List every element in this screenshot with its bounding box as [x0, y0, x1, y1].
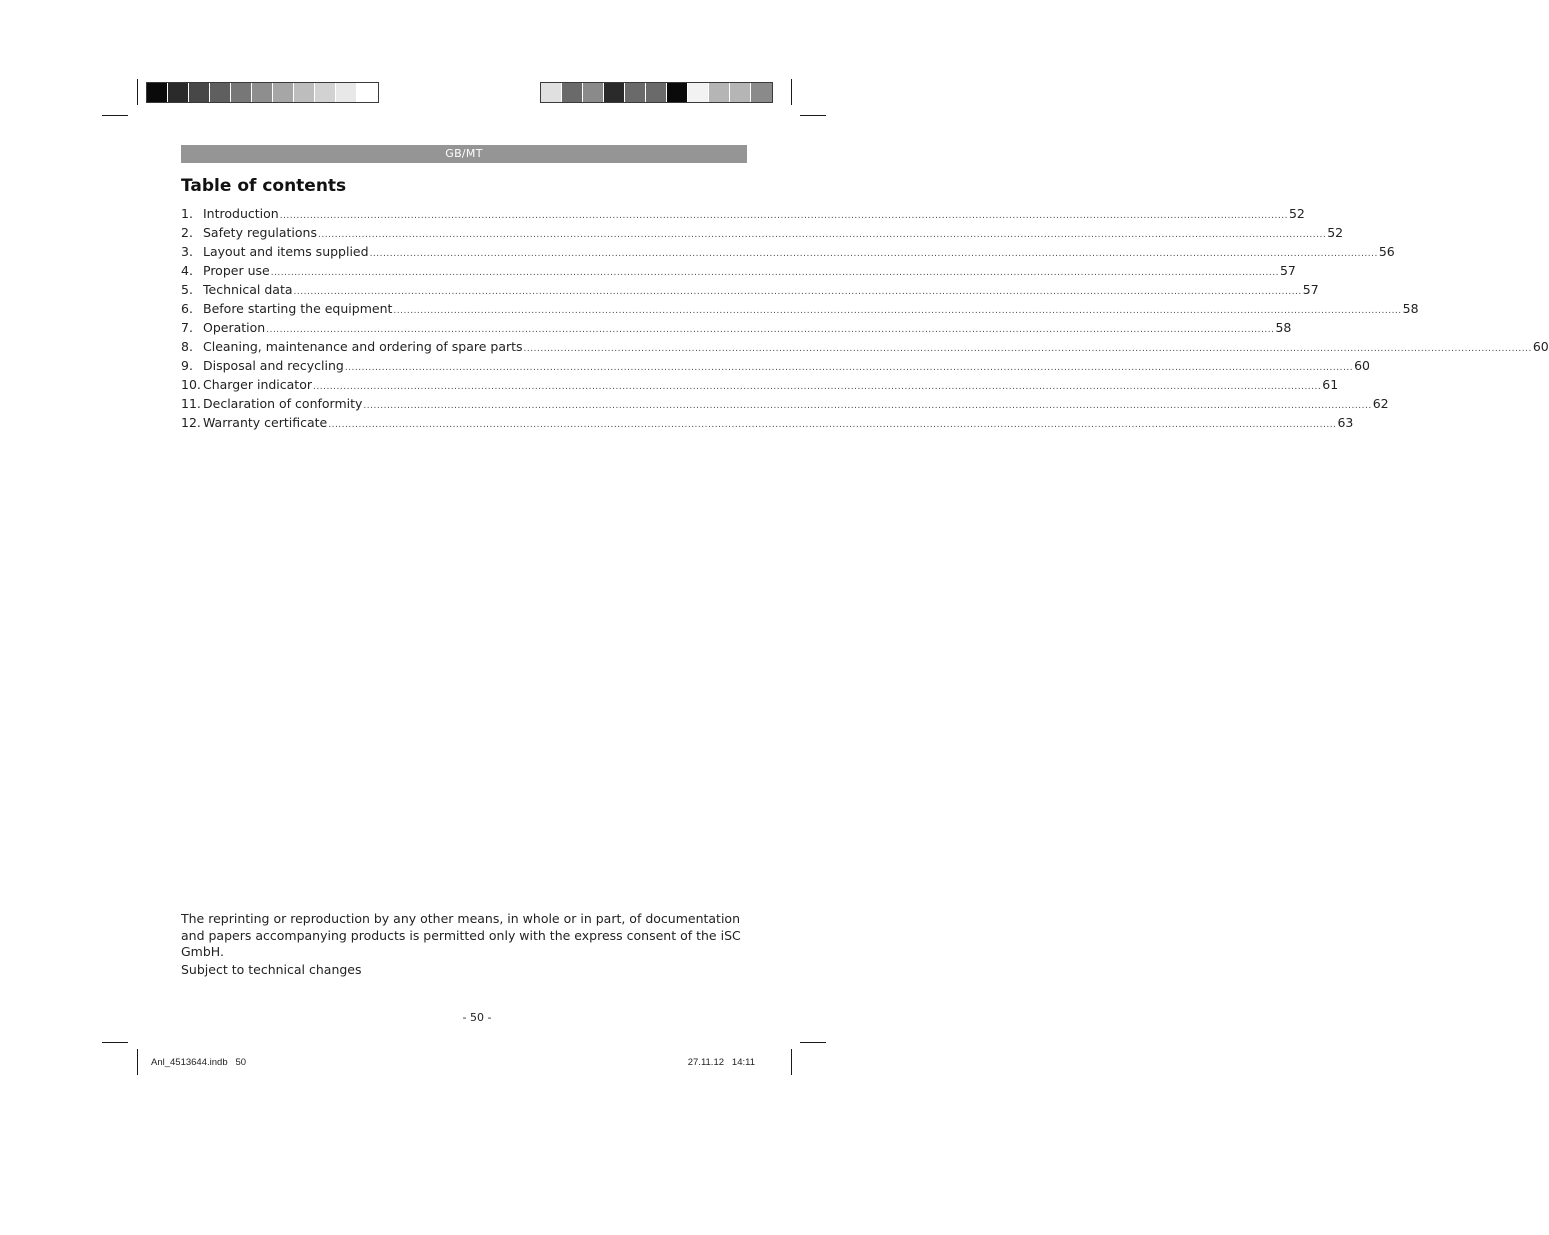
toc-entry-page: 60 [1532, 339, 1549, 354]
toc-entry-page: 52 [1288, 206, 1305, 221]
toc-entry-page: 57 [1279, 263, 1296, 278]
color-swatch [210, 83, 231, 102]
toc-entry[interactable] [181, 318, 1292, 337]
toc-entry[interactable] [181, 337, 1549, 356]
toc-entry-label: Layout and items supplied [203, 244, 369, 259]
toc-entry-page: 58 [1275, 320, 1292, 335]
color-swatch [147, 83, 168, 102]
toc-leader-dots: ............................................................................................................................................................................................................................................................................................................ [344, 363, 1354, 373]
color-swatch [273, 83, 294, 102]
toc-leader-dots: ............................................................................................................................................................................................................................................................................................................ [313, 382, 1322, 392]
toc-entry-number: 7. [181, 320, 193, 335]
toc-entry[interactable] [181, 375, 1339, 394]
color-swatch [357, 83, 378, 102]
color-swatch [709, 83, 730, 102]
toc-entry-label: Before starting the equipment [203, 301, 393, 316]
toc-entry-page: 60 [1354, 358, 1370, 373]
color-swatch [625, 83, 646, 102]
crop-mark [102, 1042, 128, 1043]
crop-mark [102, 115, 128, 116]
crop-mark [137, 79, 138, 105]
toc-entry[interactable] [181, 413, 1354, 432]
color-swatch [667, 83, 688, 102]
toc-entry-page: 52 [1327, 225, 1344, 240]
toc-entry-label: Cleaning, maintenance and ordering of spare parts [203, 339, 523, 354]
toc-entry-number: 1. [181, 206, 193, 221]
color-swatch [231, 83, 252, 102]
toc-entry-number: 5. [181, 282, 193, 297]
crop-mark [800, 1042, 826, 1043]
color-swatch [189, 83, 210, 102]
page-number: - 50 - [462, 1011, 492, 1024]
toc-leader-dots: ............................................................................................................................................................................................................................................................................................................ [363, 401, 1372, 411]
toc-entry-page: 62 [1372, 396, 1389, 411]
color-swatch [688, 83, 709, 102]
toc-leader-dots: ............................................................................................................................................................................................................................................................................................................ [393, 306, 1402, 316]
color-swatch [541, 83, 562, 102]
toc-entry-number: 3. [181, 244, 193, 259]
toc-entry-label: Warranty certificate [203, 415, 328, 430]
toc-leader-dots: ............................................................................................................................................................................................................................................................................................................ [523, 344, 1532, 354]
language-label: GB/MT [445, 147, 483, 160]
toc-entry-number: 11. [181, 396, 201, 411]
toc-entry-page: 57 [1302, 282, 1319, 297]
toc-leader-dots: ............................................................................................................................................................................................................................................................................................................ [266, 325, 1275, 335]
toc-leader-dots: ............................................................................................................................................................................................................................................................................................................ [328, 420, 1337, 430]
toc-entry[interactable] [181, 204, 1305, 223]
toc-leader-dots: ............................................................................................................................................................................................................................................................................................................ [270, 268, 1279, 278]
toc-entry[interactable] [181, 242, 1395, 261]
toc-entry-label: Proper use [203, 263, 270, 278]
toc-entry-number: 9. [181, 358, 193, 373]
color-swatch [315, 83, 336, 102]
toc-entry-number: 2. [181, 225, 193, 240]
toc-entry[interactable] [181, 356, 1370, 375]
toc-entry[interactable] [181, 280, 1319, 299]
technical-changes-note: Subject to technical changes [181, 962, 362, 977]
color-swatch [583, 83, 604, 102]
crop-mark [791, 79, 792, 105]
toc-entry[interactable] [181, 299, 1419, 318]
toc-leader-dots: ............................................................................................................................................................................................................................................................................................................ [317, 230, 1327, 240]
color-swatch [168, 83, 189, 102]
toc-entry[interactable] [181, 261, 1296, 280]
toc-entry-label: Declaration of conformity [203, 396, 363, 411]
color-swatch [646, 83, 667, 102]
crop-mark [800, 115, 826, 116]
toc-entry-label: Safety regulations [203, 225, 317, 240]
color-swatch [562, 83, 583, 102]
color-swatch [336, 83, 357, 102]
toc-entry-page: 63 [1337, 415, 1354, 430]
crop-mark [137, 1049, 138, 1075]
toc-title: Table of contents [181, 176, 347, 196]
toc-entry-label: Operation [203, 320, 266, 335]
color-swatch [751, 83, 772, 102]
toc-entry-page: 58 [1402, 301, 1419, 316]
color-swatch [252, 83, 273, 102]
toc-entry-label: Technical data [203, 282, 293, 297]
language-header-bar [181, 145, 747, 163]
toc-entry-page: 56 [1378, 244, 1395, 259]
color-swatch [604, 83, 625, 102]
toc-entry-label: Disposal and recycling [203, 358, 344, 373]
color-strip-right [540, 82, 773, 103]
color-swatch [294, 83, 315, 102]
toc-entry-label: Charger indicator [203, 377, 312, 392]
print-slug-file: Anl_4513644.indb 50 [151, 1057, 247, 1068]
toc-entry-page: 61 [1322, 377, 1339, 392]
color-swatch [730, 83, 751, 102]
reprint-notice: The reprinting or reproduction by any other means, in whole or in part, of documentation and papers accompanying products is permitted only with the express consent of the iSC GmbH. [181, 911, 741, 959]
color-strip-left [146, 82, 379, 103]
toc-entry[interactable] [181, 394, 1389, 413]
toc-list [181, 204, 1549, 432]
toc-entry[interactable] [181, 223, 1344, 242]
toc-leader-dots: ............................................................................................................................................................................................................................................................................................................ [279, 211, 1288, 221]
toc-entry-number: 6. [181, 301, 193, 316]
print-slug-date: 27.11.12 14:11 [687, 1057, 755, 1068]
toc-leader-dots: ............................................................................................................................................................................................................................................................................................................ [369, 249, 1378, 259]
toc-entry-number: 10. [181, 377, 201, 392]
toc-entry-number: 4. [181, 263, 193, 278]
toc-entry-label: Introduction [203, 206, 279, 221]
crop-mark [791, 1049, 792, 1075]
toc-entry-number: 8. [181, 339, 193, 354]
toc-leader-dots: ............................................................................................................................................................................................................................................................................................................ [293, 287, 1302, 297]
toc-entry-number: 12. [181, 415, 201, 430]
